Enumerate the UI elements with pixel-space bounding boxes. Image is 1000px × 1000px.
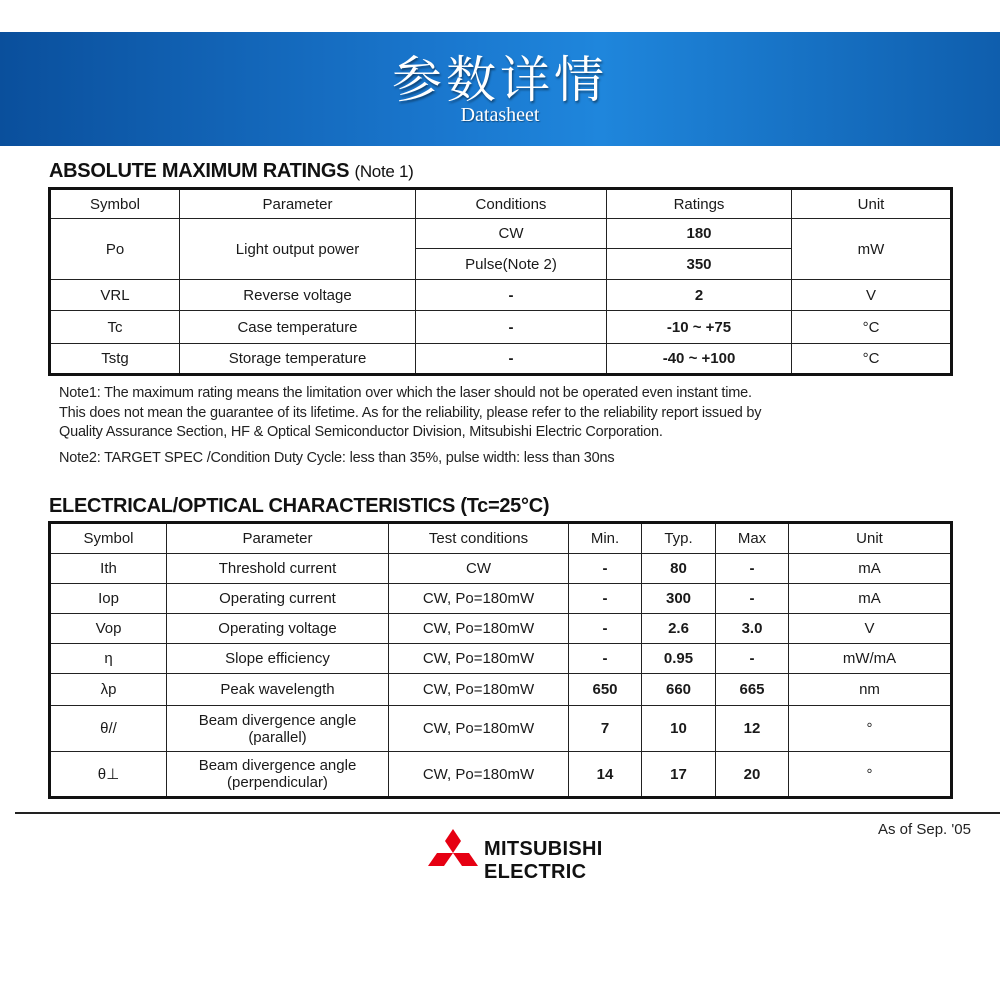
eoc-header-cell: Typ.	[642, 523, 716, 554]
table-row	[50, 280, 952, 311]
eoc-max-cell: 3.0	[716, 614, 789, 644]
amr-symbol-cell: Tstg	[50, 344, 180, 375]
amr-unit-cell: V	[792, 280, 952, 311]
eoc-parameter-cell: Peak wavelength	[167, 674, 389, 706]
amr-header-cell: Unit	[792, 189, 952, 219]
eoc-parameter-cell	[167, 752, 389, 798]
logo-diamonds	[428, 829, 478, 866]
table-row	[50, 554, 952, 584]
eoc-symbol-cell: Ith	[50, 554, 167, 584]
mitsubishi-logo-icon	[426, 828, 480, 878]
note1-line: Quality Assurance Section, HF & Optical Semiconductor Division, Mitsubishi Electric Corporation.	[59, 424, 663, 440]
eoc-max-cell: 20	[716, 752, 789, 798]
amr-header-cell: Parameter	[180, 189, 416, 219]
eoc-min-cell: -	[569, 644, 642, 674]
amr-conditions-cell: Pulse(Note 2)	[416, 249, 607, 280]
eoc-header-cell: Min.	[569, 523, 642, 554]
amr-conditions-cell: -	[416, 344, 607, 375]
note1-line: This does not mean the guarantee of its lifetime. As for the reliability, please refer to the reliability report issued by	[59, 404, 762, 421]
table-row	[50, 644, 952, 674]
eoc-parameter-cell: Threshold current	[167, 554, 389, 584]
eoc-typ-cell: 0.95	[642, 644, 716, 674]
eoc-max-cell: -	[716, 644, 789, 674]
eoc-parameter-line: Beam divergence angle	[198, 757, 357, 774]
eoc-symbol-cell: λp	[50, 674, 167, 706]
eoc-typ-cell: 2.6	[642, 614, 716, 644]
eoc-min-cell: 7	[569, 706, 642, 752]
note2-line: Note2: TARGET SPEC /Condition Duty Cycle: less than 35%, pulse width: less than 30ns	[59, 449, 615, 466]
table-row	[50, 706, 952, 752]
eoc-max-cell: 665	[716, 674, 789, 706]
amr-table	[48, 187, 953, 376]
table-row	[50, 311, 952, 344]
eoc-parameter-cell: Slope efficiency	[167, 644, 389, 674]
eoc-parameter-cell	[167, 706, 389, 752]
eoc-parameter-cell: Operating voltage	[167, 614, 389, 644]
table-row	[50, 614, 952, 644]
eoc-conditions-cell: CW	[389, 554, 569, 584]
eoc-header-cell: Unit	[789, 523, 952, 554]
eoc-parameter-line: (perpendicular)	[227, 774, 328, 791]
eoc-table	[48, 521, 953, 799]
eoc-parameter-cell: Operating current	[167, 584, 389, 614]
note1-line: Note1: The maximum rating means the limitation over which the laser should not be operated even instant time.	[59, 385, 752, 401]
eoc-symbol-cell: θ⊥	[50, 752, 167, 798]
amr-ratings-cell: 2	[607, 280, 792, 311]
eoc-conditions-cell: CW, Po=180mW	[389, 584, 569, 614]
amr-header-cell: Symbol	[50, 189, 180, 219]
eoc-symbol-cell: η	[50, 644, 167, 674]
amr-parameter-cell: Light output power	[180, 219, 416, 280]
amr-unit-cell: °C	[792, 344, 952, 375]
eoc-min-cell: 650	[569, 674, 642, 706]
notes-block	[59, 384, 939, 468]
table-row	[50, 674, 952, 706]
eoc-conditions-cell: CW, Po=180mW	[389, 614, 569, 644]
eoc-typ-cell: 10	[642, 706, 716, 752]
amr-conditions-cell: CW	[416, 219, 607, 249]
eoc-header-row	[50, 523, 952, 554]
eoc-typ-cell: 660	[642, 674, 716, 706]
page-title: 参数详情	[392, 51, 608, 109]
eoc-min-cell: -	[569, 554, 642, 584]
eoc-parameter-line: (parallel)	[248, 728, 307, 746]
eoc-symbol-cell: θ//	[50, 706, 167, 752]
amr-parameter-cell: Storage temperature	[180, 344, 416, 375]
eoc-unit-cell: mA	[789, 554, 952, 584]
amr-unit-cell: mW	[792, 219, 952, 280]
eoc-unit-cell: °	[789, 752, 952, 798]
eoc-title: ELECTRICAL/OPTICAL CHARACTERISTICS (Tc=25°C)	[49, 495, 550, 517]
eoc-min-cell: -	[569, 584, 642, 614]
as-of-date: As of Sep. '05	[878, 821, 971, 838]
eoc-typ-cell: 17	[642, 752, 716, 798]
eoc-conditions-cell: CW, Po=180mW	[389, 674, 569, 706]
eoc-parameter-line: Beam divergence angle	[198, 711, 357, 729]
amr-ratings-cell: 350	[607, 249, 792, 280]
eoc-unit-cell: mA	[789, 584, 952, 614]
amr-title	[49, 160, 413, 183]
amr-unit-cell: °C	[792, 311, 952, 344]
eoc-unit-cell: mW/mA	[789, 644, 952, 674]
amr-parameter-cell: Reverse voltage	[180, 280, 416, 311]
amr-parameter-cell: Case temperature	[180, 311, 416, 344]
amr-conditions-cell: -	[416, 311, 607, 344]
eoc-unit-cell: nm	[789, 674, 952, 706]
table-row	[50, 752, 952, 798]
table-row	[50, 584, 952, 614]
eoc-max-cell: -	[716, 584, 789, 614]
eoc-typ-cell: 80	[642, 554, 716, 584]
table-row	[50, 344, 952, 375]
eoc-min-cell: 14	[569, 752, 642, 798]
logo-diamond-top	[445, 829, 461, 853]
amr-symbol-cell: VRL	[50, 280, 180, 311]
amr-ratings-cell: 180	[607, 219, 792, 249]
eoc-header-cell: Symbol	[50, 523, 167, 554]
eoc-max-cell: 12	[716, 706, 789, 752]
eoc-conditions-cell: CW, Po=180mW	[389, 706, 569, 752]
eoc-symbol-cell: Iop	[50, 584, 167, 614]
eoc-max-cell: -	[716, 554, 789, 584]
logo-line-2: ELECTRIC	[484, 861, 587, 883]
amr-ratings-cell: -40 ~ +100	[607, 344, 792, 375]
eoc-typ-cell: 300	[642, 584, 716, 614]
amr-title-note: (Note 1)	[354, 162, 414, 181]
amr-header-cell: Conditions	[416, 189, 607, 219]
logo-line-1: MITSUBISHI	[484, 838, 603, 860]
amr-ratings-cell: -10 ~ +75	[607, 311, 792, 344]
eoc-header-cell: Max	[716, 523, 789, 554]
eoc-conditions-cell: CW, Po=180mW	[389, 752, 569, 798]
table-row	[50, 219, 952, 249]
amr-conditions-cell: -	[416, 280, 607, 311]
amr-header-row	[50, 189, 952, 219]
logo-diamond-left	[428, 853, 453, 866]
header-banner	[0, 32, 1000, 146]
footer-divider	[15, 812, 1000, 814]
amr-symbol-cell: Po	[50, 219, 180, 280]
eoc-conditions-cell: CW, Po=180mW	[389, 644, 569, 674]
amr-title-text: ABSOLUTE MAXIMUM RATINGS	[49, 160, 350, 182]
eoc-min-cell: -	[569, 614, 642, 644]
amr-symbol-cell: Tc	[50, 311, 180, 344]
eoc-symbol-cell: Vop	[50, 614, 167, 644]
page-subtitle: Datasheet	[460, 104, 540, 126]
logo-wordmark	[484, 838, 603, 884]
eoc-header-cell: Test conditions	[389, 523, 569, 554]
amr-header-cell: Ratings	[607, 189, 792, 219]
eoc-unit-cell: V	[789, 614, 952, 644]
eoc-header-cell: Parameter	[167, 523, 389, 554]
logo-diamond-right	[453, 853, 478, 866]
eoc-unit-cell: °	[789, 706, 952, 752]
